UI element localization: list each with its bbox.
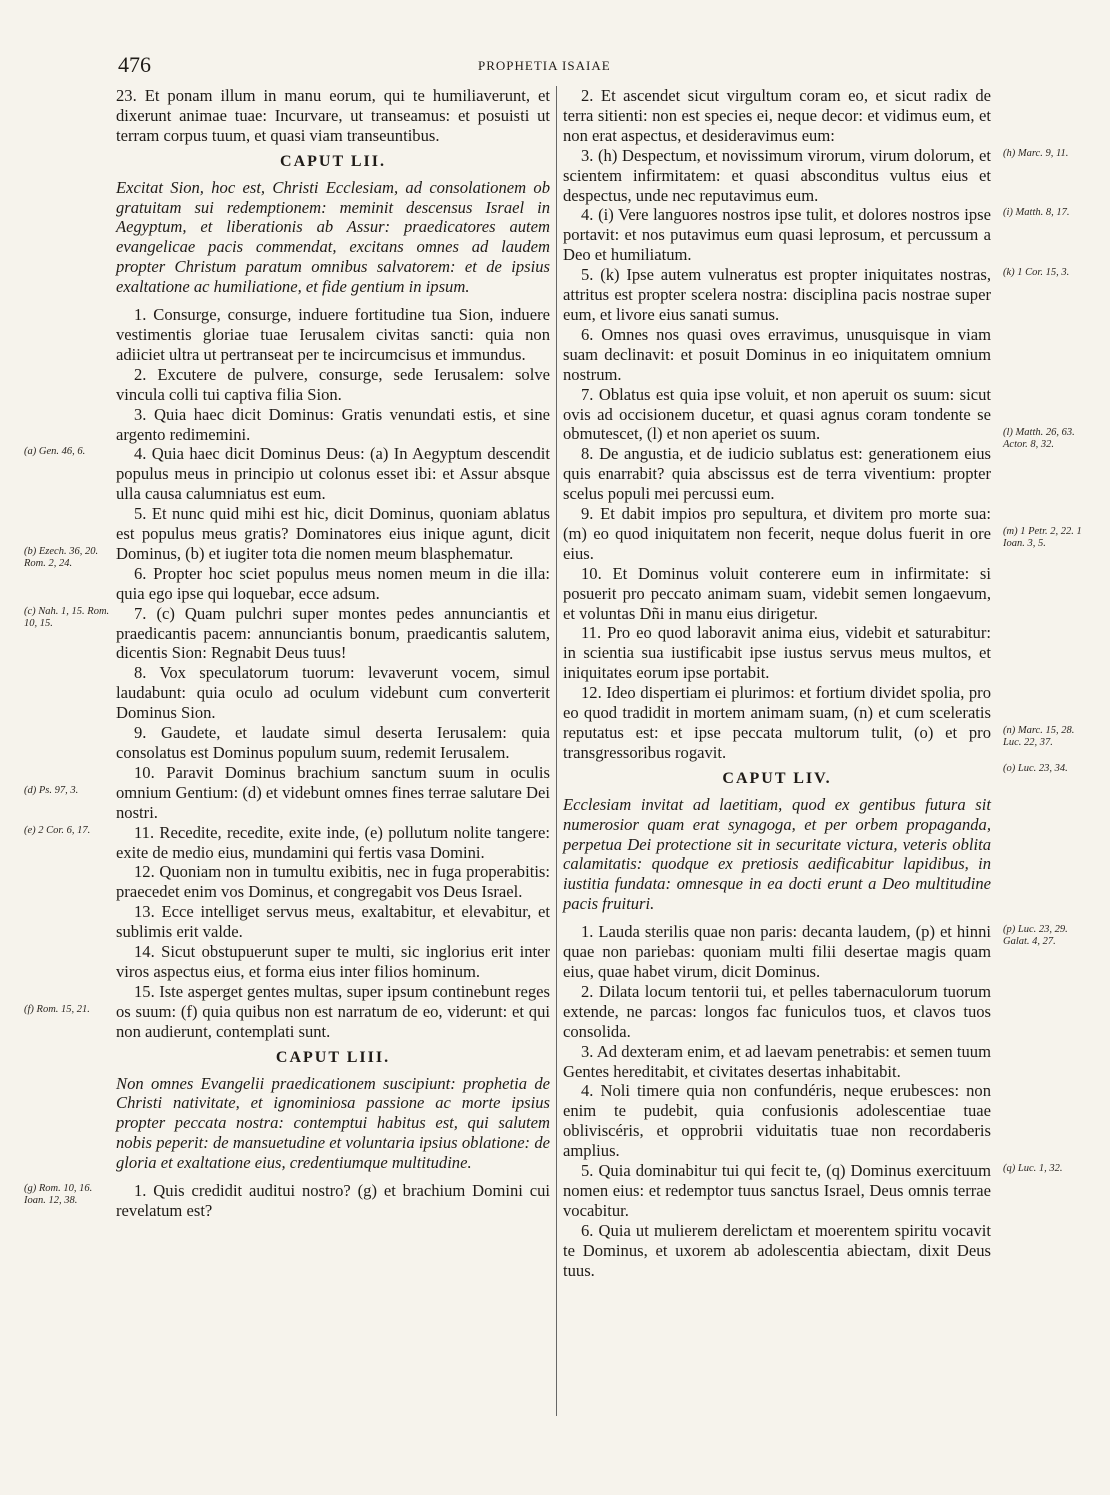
margin-note: (i) Matth. 8, 17.: [1003, 207, 1070, 219]
page-header: [118, 52, 998, 78]
verse-text: 4. (i) Vere languores nostros ipse tulit, et dolores nostros ipse portavit: et nos putavimus eum quasi leprosum, et percussum a Deo et humiliatum.: [563, 205, 991, 265]
verse-text: 10. Et Dominus voluit conterere eum in infirmitate: si posuerit pro peccato animam suam, videbit semen longaevum, et voluntas Dñi in manu eius dirigetur.: [563, 563, 991, 623]
margin-note: (d) Ps. 97, 3.: [24, 784, 79, 796]
verse-text: 12. Quoniam non in tumultu exibitis, nec in fuga properabitis: praecedet enim vos Dominus, et congregabit vos Deus Israel.: [116, 862, 550, 902]
verse-text: 5. (k) Ipse autem vulneratus est propter iniquitates nostras, attritus est propter scelera nostra: disciplina pacis nostrae super eum, et livore eius sanati sumus.: [563, 265, 991, 324]
chapter-summary: Non omnes Evangelii praedicationem suscipiunt: prophetia de Christi nativitate, et ignominiosa passione ac morte ipsius propter peccata nostra: contemptui habitus est, qui salutem nobis peperit: de mansuetudine et voluntaria ipsius oblatione: de gloria et exaltatione eius, credentiumque multitudine.: [116, 1073, 550, 1173]
verse-text: 6. Propter hoc sciet populus meus nomen meum in die illa: quia ego ipse qui loquebar, ecce adsum.: [116, 563, 550, 603]
margin-note: (m) 1 Petr. 2, 22. 1 Ioan. 3, 5.: [1003, 526, 1082, 550]
verse-text: 7. (c) Quam pulchri super montes pedes annunciantis et praedicantis pacem: annunciantis bonum, praedicantis salutem, dicentis Sion: Regnabit Deus tuus!: [116, 603, 550, 663]
margin-note: (q) Luc. 1, 32.: [1003, 1163, 1063, 1175]
chapter-heading: CAPUT LIII.: [275, 1048, 391, 1066]
verse-text: 23. Et ponam illum in manu eorum, qui te humiliaverunt, et dixerunt animae tuae: Incurvare, ut transeamus: et posuisti ut terram corpus tuum, et quasi viam transeuntibus.: [116, 86, 550, 145]
margin-note: (k) 1 Cor. 15, 3.: [1003, 267, 1070, 279]
verse-text: 6. Omnes nos quasi oves erravimus, unusquisque in viam suam declinavit: et posuit Dominus in eo iniquitatem omnium nostrum.: [563, 324, 991, 384]
verse-text: 11. Pro eo quod laboravit anima eius, videbit et saturabitur: in scientia sua iustificabit ipse iustus servus meus multos, et iniquitates eorum ipse portabit.: [563, 623, 991, 683]
chapter-summary: Ecclesiam invitat ad laetitiam, quod ex gentibus futura sit numerosior quam erat synagoga, et per orbem propaganda, perpetua Dei protectione sit in securitate victura, veteris oblita calamitatis: quodque ex pretiosis aedificabitur lapidibus, in iustitia fundata: omnesque in ea docti erunt a Deo multitudine pacis fruituri.: [563, 794, 991, 914]
verse-text: 3. (h) Despectum, et novissimum virorum, virum dolorum, et scientem infirmitatem: et quasi absconditus vultus eius et despectus, unde nec reputavimus eum.: [563, 145, 991, 205]
verse-text: 1. Quis credidit auditui nostro? (g) et brachium Domini cui revelatum est?: [116, 1181, 550, 1220]
verse-text: 7. Oblatus est quia ipse voluit, et non aperuit os suum: sicut ovis ad occisionem ducetur, et quasi agnus coram tondente se obmutescet, (l) et non aperiet os suum.: [563, 384, 991, 444]
verse-text: 9. Et dabit impios pro sepultura, et divitem pro morte sua: (m) eo quod iniquitatem non fecerit, neque dolus fuerit in ore eius.: [563, 504, 991, 563]
verse-text: 8. Vox speculatorum tuorum: levaverunt vocem, simul laudabunt: quia oculo ad oculum videbunt cum converterit Dominus Sion.: [116, 663, 550, 723]
left-column: [24, 86, 550, 1221]
verse-text: 13. Ecce intelliget servus meus, exaltabitur, et elevabitur, et sublimis erit valde.: [116, 902, 550, 942]
verse-text: 3. Quia haec dicit Dominus: Gratis venundati estis, et sine argento redimemini.: [116, 404, 550, 444]
column-divider: [556, 86, 557, 1416]
margin-note: (e) 2 Cor. 6, 17.: [24, 824, 91, 836]
margin-note: (f) Rom. 15, 21.: [24, 1003, 90, 1015]
verse-text: 2. Dilata locum tentorii tui, et pelles tabernaculorum tuorum extende, ne parcas: longos fac funiculos tuos, et clavos tuos consolida.: [563, 981, 991, 1041]
chapter-heading: CAPUT LIV.: [722, 769, 832, 787]
margin-note: (l) Matth. 26, 63. Actor. 8, 32.: [1003, 426, 1075, 450]
verse-text: 2. Excutere de pulvere, consurge, sede Ierusalem: solve vincula colli tui captiva filia Sion.: [116, 364, 550, 404]
right-column: [563, 86, 1082, 1280]
margin-note: (c) Nah. 1, 15. Rom. 10, 15.: [24, 605, 110, 629]
margin-note: (b) Ezech. 36, 20. Rom. 2, 24.: [24, 546, 99, 570]
verse-text: 12. Ideo dispertiam ei plurimos: et fortium dividet spolia, pro eo quod tradidit in mortem animam suam, (n) et cum sceleratis reputatus est: et ipse peccata multorum tulit, (o) et pro transgressoribus rogavit.: [563, 683, 991, 762]
margin-note: (o) Luc. 23, 34.: [1003, 763, 1068, 775]
margin-note: (g) Rom. 10, 16. Ioan. 12, 38.: [24, 1183, 93, 1207]
verse-text: 4. Quia haec dicit Dominus Deus: (a) In Aegyptum descendit populus meus in principio ut colonus esset ibi: et Assur absque ulla causa calumniatus est eum.: [116, 444, 550, 504]
margin-note: (p) Luc. 23, 29. Galat. 4, 27.: [1003, 924, 1068, 948]
chapter-heading: CAPUT LII.: [280, 152, 386, 170]
verse-text: 6. Quia ut mulierem derelictam et moerentem spiritu vocavit te Dominus, et uxorem ab adolescentia abiectam, dixit Deus tuus.: [563, 1220, 991, 1280]
verse-text: 8. De angustia, et de iudicio sublatus est: generationem eius quis enarrabit? quia abscissus est de terra viventium: propter scelus populi mei percussi eum.: [563, 444, 991, 504]
running-title: PROPHETIA ISAIAE: [478, 58, 611, 73]
verse-text: 1. Lauda sterilis quae non paris: decanta laudem, (p) et hinni quae non pariebas: quoniam multi filii desertae magis quam eius, quae habet virum, dicit Dominus.: [563, 922, 991, 981]
verse-text: 10. Paravit Dominus brachium sanctum suum in oculis omnium Gentium: (d) et videbunt omnes fines terrae salutare Dei nostri.: [116, 762, 550, 822]
verse-text: 9. Gaudete, et laudate simul deserta Ierusalem: quia consolatus est Dominus populum suum, redemit Ierusalem.: [116, 723, 550, 762]
verse-text: 5. Et nunc quid mihi est hic, dicit Dominus, quoniam ablatus est populus meus gratis? Dominatores eius inique agunt, dicit Dominus, (b) et iugiter tota die nomen meum blasphematur.: [116, 504, 550, 563]
chapter-summary: Excitat Sion, hoc est, Christi Ecclesiam, ad consolationem ob gratuitam sui redemptionem: meminit descensus Israel in Aegyptum, et liberationis ab Assur: praedicatores autem evangelicae pacis commendat, excitans omnes ad laudem propter Christum paratum omnibus salvatorem: et de ipsius exaltatione ac humiliatione, et fide gentium in ipsum.: [116, 177, 550, 297]
verse-text: 11. Recedite, recedite, exite inde, (e) pollutum nolite tangere: exite de medio eius, mundamini qui fertis vasa Domini.: [116, 822, 550, 862]
verse-text: 1. Consurge, consurge, induere fortitudine tua Sion, induere vestimentis gloriae tuae Ierusalem civitas sancti: quia non adiiciet ultra ut pertranseat per te incircumcisus et immundus.: [116, 305, 550, 364]
verse-text: 3. Ad dexteram enim, et ad laevam penetrabis: et semen tuum Gentes hereditabit, et civitates desertas inhabitabit.: [563, 1041, 991, 1081]
margin-note: (n) Marc. 15, 28. Luc. 22, 37.: [1003, 725, 1075, 749]
verse-text: 5. Quia dominabitur tui qui fecit te, (q) Dominus exercituum nomen eius: et redemptor tuus sanctus Israel, Deus omnis terrae vocabitur.: [563, 1161, 991, 1220]
verse-text: 14. Sicut obstupuerunt super te multi, sic inglorius erit inter viros aspectus eius, et forma eius inter filios hominum.: [116, 942, 550, 981]
page-number: 476: [118, 52, 151, 77]
verse-text: 4. Noli timere quia non confundéris, neque erubesces: non enim te pudebit, quia confusionis adolescentiae tuae obliviscéris, et opprobrii viduitatis tuae non recordaberis amplius.: [563, 1081, 991, 1161]
margin-note: (a) Gen. 46, 6.: [24, 446, 86, 458]
margin-note: (h) Marc. 9, 11.: [1003, 147, 1069, 159]
verse-text: 2. Et ascendet sicut virgultum coram eo, et sicut radix de terra sitienti: non est species ei, neque decor: et vidimus eum, et non erat aspectus, et desideravimus eum:: [563, 86, 991, 145]
verse-text: 15. Iste asperget gentes multas, super ipsum continebunt reges os suum: (f) quia quibus non est narratum de eo, viderunt: et qui non audierunt, contemplati sunt.: [116, 981, 550, 1041]
